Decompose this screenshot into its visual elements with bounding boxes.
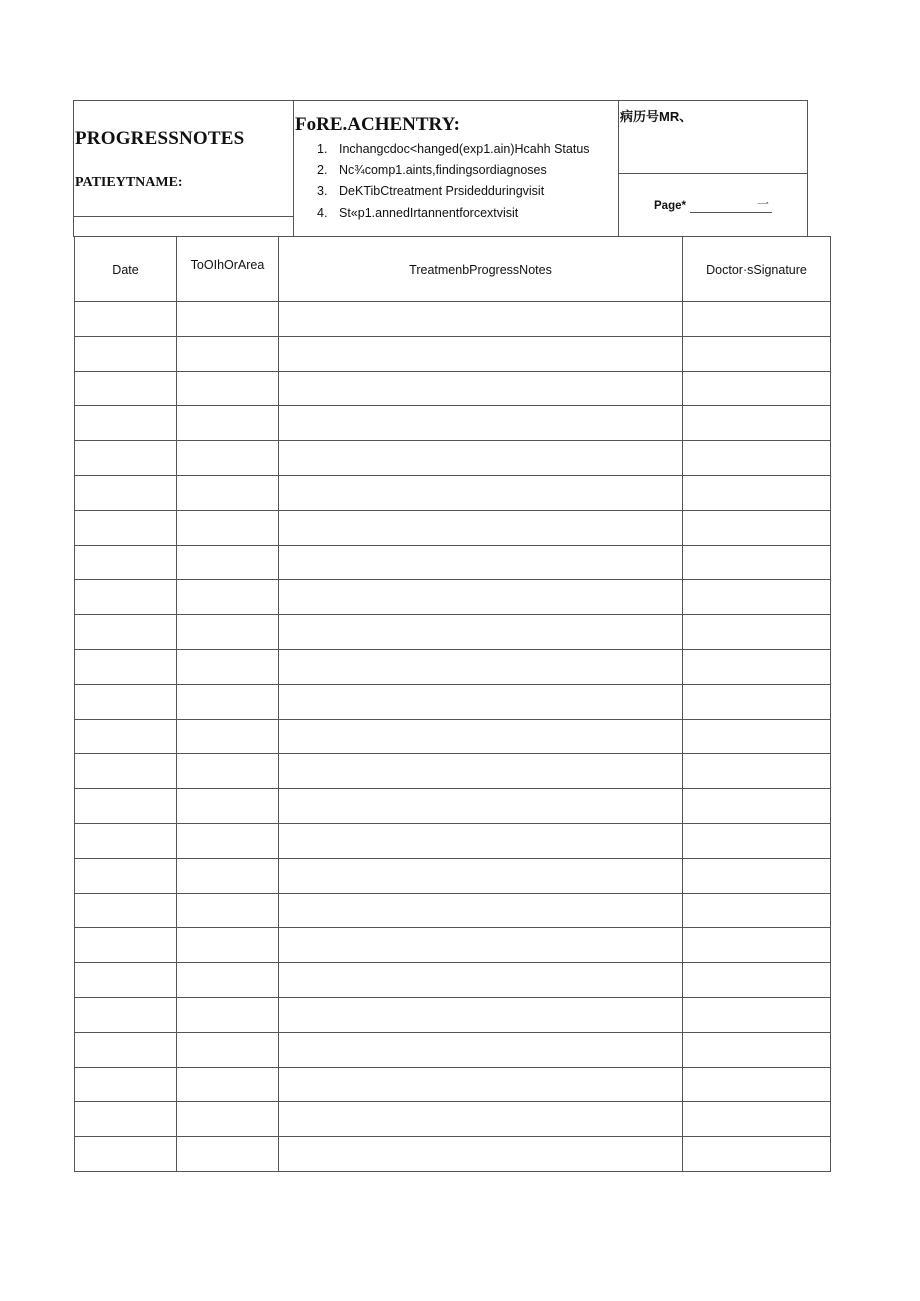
treatment-notes-cell[interactable]	[279, 580, 683, 615]
signature-cell[interactable]	[683, 893, 831, 928]
signature-cell[interactable]	[683, 928, 831, 963]
signature-cell[interactable]	[683, 406, 831, 441]
table-row	[75, 1137, 831, 1172]
tooth-area-cell[interactable]	[177, 858, 279, 893]
table-row	[75, 1067, 831, 1102]
signature-cell[interactable]	[683, 1137, 831, 1172]
table-row	[75, 823, 831, 858]
tooth-area-cell[interactable]	[177, 510, 279, 545]
page-label: Page*	[654, 200, 686, 212]
tooth-area-cell[interactable]	[177, 754, 279, 789]
table-row	[75, 719, 831, 754]
treatment-notes-cell[interactable]	[279, 1137, 683, 1172]
table-row	[75, 615, 831, 650]
treatment-notes-cell[interactable]	[279, 406, 683, 441]
table-row	[75, 580, 831, 615]
mr-page-divider	[618, 173, 808, 174]
table-row	[75, 371, 831, 406]
date-cell[interactable]	[75, 1137, 177, 1172]
treatment-notes-cell[interactable]	[279, 1067, 683, 1102]
table-row	[75, 754, 831, 789]
tooth-area-cell[interactable]	[177, 893, 279, 928]
signature-cell[interactable]	[683, 475, 831, 510]
date-cell[interactable]	[75, 615, 177, 650]
tooth-area-cell[interactable]	[177, 441, 279, 476]
patient-name-label: PATIEYTNAME:	[75, 175, 183, 190]
treatment-notes-cell[interactable]	[279, 649, 683, 684]
signature-cell[interactable]	[683, 615, 831, 650]
tooth-area-cell[interactable]	[177, 789, 279, 824]
tooth-area-cell[interactable]	[177, 475, 279, 510]
table-row	[75, 406, 831, 441]
tooth-area-cell[interactable]	[177, 1137, 279, 1172]
signature-cell[interactable]	[683, 1032, 831, 1067]
signature-cell[interactable]	[683, 649, 831, 684]
tooth-area-cell[interactable]	[177, 649, 279, 684]
tooth-area-cell[interactable]	[177, 615, 279, 650]
entry-title: FoRE.ACHENTRY:	[295, 114, 460, 135]
page-number-underline	[690, 212, 772, 213]
date-cell[interactable]	[75, 1032, 177, 1067]
table-row	[75, 1032, 831, 1067]
treatment-notes-cell[interactable]	[279, 823, 683, 858]
table-row	[75, 302, 831, 337]
treatment-notes-cell[interactable]	[279, 893, 683, 928]
tooth-area-cell[interactable]	[177, 336, 279, 371]
tooth-area-cell[interactable]	[177, 580, 279, 615]
tooth-area-cell[interactable]	[177, 997, 279, 1032]
header-divider-right	[618, 100, 619, 237]
table-row	[75, 893, 831, 928]
treatment-notes-cell[interactable]	[279, 371, 683, 406]
table-row	[75, 649, 831, 684]
treatment-notes-cell[interactable]	[279, 997, 683, 1032]
signature-cell[interactable]	[683, 963, 831, 998]
treatment-notes-cell[interactable]	[279, 1032, 683, 1067]
treatment-notes-cell[interactable]	[279, 545, 683, 580]
table-row	[75, 858, 831, 893]
treatment-notes-cell[interactable]	[279, 302, 683, 337]
signature-cell[interactable]	[683, 580, 831, 615]
treatment-notes-cell[interactable]	[279, 789, 683, 824]
date-cell[interactable]	[75, 649, 177, 684]
column-header-date: Date	[75, 237, 177, 302]
date-cell[interactable]	[75, 963, 177, 998]
date-cell[interactable]	[75, 545, 177, 580]
tooth-area-cell[interactable]	[177, 545, 279, 580]
tooth-area-cell[interactable]	[177, 302, 279, 337]
table-row	[75, 1102, 831, 1137]
date-cell[interactable]	[75, 371, 177, 406]
tooth-area-cell[interactable]	[177, 928, 279, 963]
date-cell[interactable]	[75, 302, 177, 337]
tooth-area-cell[interactable]	[177, 1067, 279, 1102]
signature-cell[interactable]	[683, 302, 831, 337]
treatment-notes-cell[interactable]	[279, 1102, 683, 1137]
date-cell[interactable]	[75, 1067, 177, 1102]
instruction-item: 2. Nc¾comp1.aints,findingsordiagnoses	[317, 163, 547, 177]
date-cell[interactable]	[75, 684, 177, 719]
signature-cell[interactable]	[683, 684, 831, 719]
instruction-item: 3. DeKTibCtreatment Prsidedduringvisit	[317, 184, 545, 198]
progress-notes-table	[74, 236, 831, 1172]
treatment-notes-cell[interactable]	[279, 719, 683, 754]
treatment-notes-cell[interactable]	[279, 336, 683, 371]
signature-cell[interactable]	[683, 1067, 831, 1102]
column-header-treatment-notes: TreatmenbProgressNotes	[279, 237, 683, 302]
date-cell[interactable]	[75, 823, 177, 858]
header-divider-left	[293, 100, 294, 237]
tooth-area-cell[interactable]	[177, 823, 279, 858]
table-row	[75, 963, 831, 998]
tooth-area-cell[interactable]	[177, 684, 279, 719]
table-row	[75, 789, 831, 824]
treatment-notes-cell[interactable]	[279, 963, 683, 998]
page-number-value: 一	[757, 197, 770, 211]
date-cell[interactable]	[75, 580, 177, 615]
date-cell[interactable]	[75, 441, 177, 476]
table-row	[75, 684, 831, 719]
table-row	[75, 928, 831, 963]
date-cell[interactable]	[75, 336, 177, 371]
table-row	[75, 441, 831, 476]
column-header-tooth-area: ToOIhOrArea	[177, 237, 279, 302]
date-cell[interactable]	[75, 789, 177, 824]
table-header-row	[75, 237, 831, 302]
date-cell[interactable]	[75, 858, 177, 893]
signature-cell[interactable]	[683, 997, 831, 1032]
signature-cell[interactable]	[683, 371, 831, 406]
signature-cell[interactable]	[683, 545, 831, 580]
signature-cell[interactable]	[683, 336, 831, 371]
column-header-doctor-signature: Doctor·sSignature	[683, 237, 831, 302]
tooth-area-cell[interactable]	[177, 371, 279, 406]
date-cell[interactable]	[75, 510, 177, 545]
treatment-notes-cell[interactable]	[279, 858, 683, 893]
date-cell[interactable]	[75, 475, 177, 510]
date-cell[interactable]	[75, 928, 177, 963]
signature-cell[interactable]	[683, 858, 831, 893]
table-row	[75, 336, 831, 371]
page-title: PROGRESSNOTES	[75, 128, 245, 149]
tooth-area-cell[interactable]	[177, 963, 279, 998]
table-row	[75, 475, 831, 510]
treatment-notes-cell[interactable]	[279, 475, 683, 510]
tooth-area-cell[interactable]	[177, 719, 279, 754]
signature-cell[interactable]	[683, 754, 831, 789]
treatment-notes-cell[interactable]	[279, 441, 683, 476]
date-cell[interactable]	[75, 893, 177, 928]
date-cell[interactable]	[75, 719, 177, 754]
date-cell[interactable]	[75, 406, 177, 441]
treatment-notes-cell[interactable]	[279, 754, 683, 789]
tooth-area-cell[interactable]	[177, 406, 279, 441]
treatment-notes-cell[interactable]	[279, 615, 683, 650]
date-cell[interactable]	[75, 754, 177, 789]
signature-cell[interactable]	[683, 510, 831, 545]
tooth-area-cell[interactable]	[177, 1032, 279, 1067]
treatment-notes-cell[interactable]	[279, 510, 683, 545]
signature-cell[interactable]	[683, 719, 831, 754]
tooth-area-cell[interactable]	[177, 1102, 279, 1137]
signature-cell[interactable]	[683, 823, 831, 858]
date-cell[interactable]	[75, 997, 177, 1032]
instruction-item: 1. Inchangcdoc<hanged(exp1.ain)Hcahh Status	[317, 142, 590, 156]
patient-name-line	[73, 216, 293, 217]
signature-cell[interactable]	[683, 1102, 831, 1137]
signature-cell[interactable]	[683, 441, 831, 476]
table-row	[75, 510, 831, 545]
mr-number-label: 病历号MR、	[620, 109, 693, 124]
table-row	[75, 997, 831, 1032]
treatment-notes-cell[interactable]	[279, 928, 683, 963]
date-cell[interactable]	[75, 1102, 177, 1137]
treatment-notes-cell[interactable]	[279, 684, 683, 719]
instruction-item: 4. St«p1.annedIrtannentforcextvisit	[317, 206, 519, 220]
table-row	[75, 545, 831, 580]
signature-cell[interactable]	[683, 789, 831, 824]
